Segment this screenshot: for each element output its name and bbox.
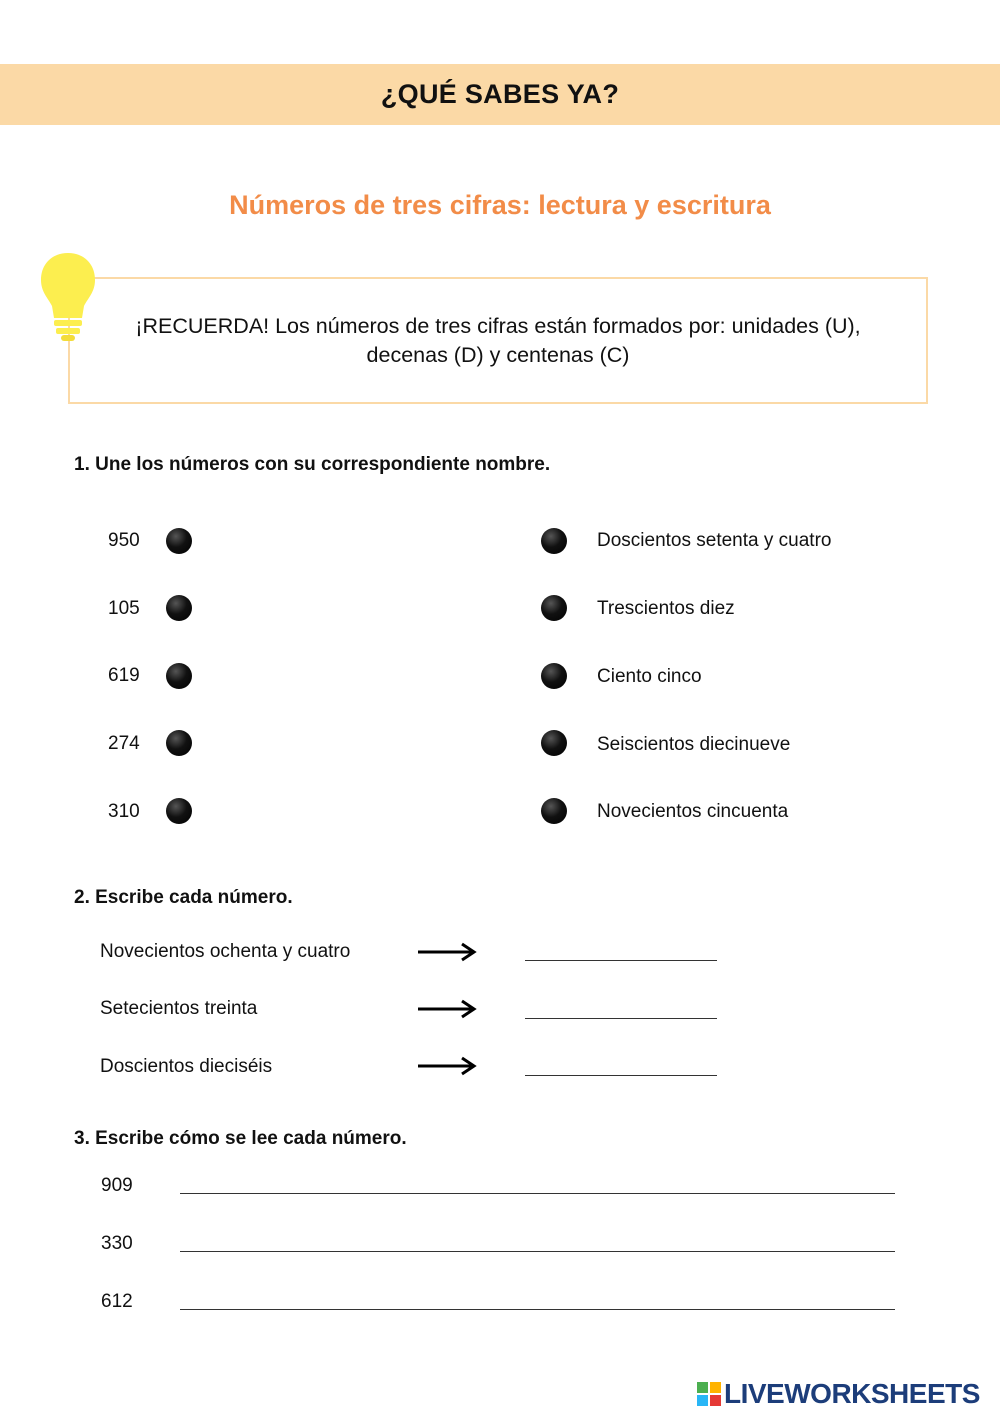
arrow-right-icon: [416, 999, 478, 1019]
page-title: ¿QUÉ SABES YA?: [380, 79, 620, 109]
match-name: Trescientos diez: [597, 598, 735, 619]
match-number: 105: [108, 598, 140, 619]
arrow-right-icon: [416, 1056, 478, 1076]
number-word-label: Setecientos treinta: [100, 998, 258, 1019]
remember-text: [135, 312, 860, 370]
answer-blank[interactable]: [525, 960, 717, 961]
match-name: Ciento cinco: [597, 666, 702, 687]
match-name: Doscientos setenta y cuatro: [597, 530, 832, 551]
match-dot-left[interactable]: [166, 663, 192, 689]
answer-blank-long[interactable]: [180, 1309, 895, 1310]
liveworksheets-logo[interactable]: [697, 1378, 980, 1410]
answer-blank-long[interactable]: [180, 1193, 895, 1194]
number-word-label: Doscientos dieciséis: [100, 1056, 273, 1077]
match-number: 310: [108, 801, 140, 822]
match-dot-right[interactable]: [541, 528, 567, 554]
remember-box: [68, 277, 928, 404]
read-number: 330: [101, 1233, 133, 1254]
match-number: 950: [108, 530, 140, 551]
exercise-1-heading: 1. Une los números con su correspondiente nombre.: [74, 454, 551, 475]
answer-blank-long[interactable]: [180, 1251, 895, 1252]
match-dot-right[interactable]: [541, 595, 567, 621]
read-number: 909: [101, 1175, 133, 1196]
match-dot-right[interactable]: [541, 798, 567, 824]
answer-blank[interactable]: [525, 1018, 717, 1019]
match-dot-left[interactable]: [166, 798, 192, 824]
answer-blank[interactable]: [525, 1075, 717, 1076]
match-dot-right[interactable]: [541, 730, 567, 756]
match-dot-left[interactable]: [166, 730, 192, 756]
exercise-2-heading: 2. Escribe cada número.: [74, 887, 293, 908]
lightbulb-icon: [38, 250, 98, 345]
remember-line-1: ¡RECUERDA! Los números de tres cifras están formados por: unidades (U),: [135, 313, 861, 338]
match-name: Seiscientos diecinueve: [597, 734, 791, 755]
number-word-label: Novecientos ochenta y cuatro: [100, 941, 351, 962]
match-dot-right[interactable]: [541, 663, 567, 689]
match-number: 619: [108, 665, 140, 686]
worksheet-subtitle: Números de tres cifras: lectura y escritura: [229, 190, 771, 220]
match-number: 274: [108, 733, 140, 754]
match-dot-left[interactable]: [166, 595, 192, 621]
read-number: 612: [101, 1291, 133, 1312]
logo-text: LIVEWORKSHEETS: [724, 1378, 980, 1409]
arrow-right-icon: [416, 942, 478, 962]
match-dot-left[interactable]: [166, 528, 192, 554]
remember-line-2: decenas (D) y centenas (C): [366, 342, 630, 367]
match-name: Novecientos cincuenta: [597, 801, 789, 822]
exercise-3-heading: 3. Escribe cómo se lee cada número.: [74, 1128, 407, 1149]
liveworksheets-badge-icon: [697, 1382, 721, 1406]
header-band: [0, 64, 1000, 125]
